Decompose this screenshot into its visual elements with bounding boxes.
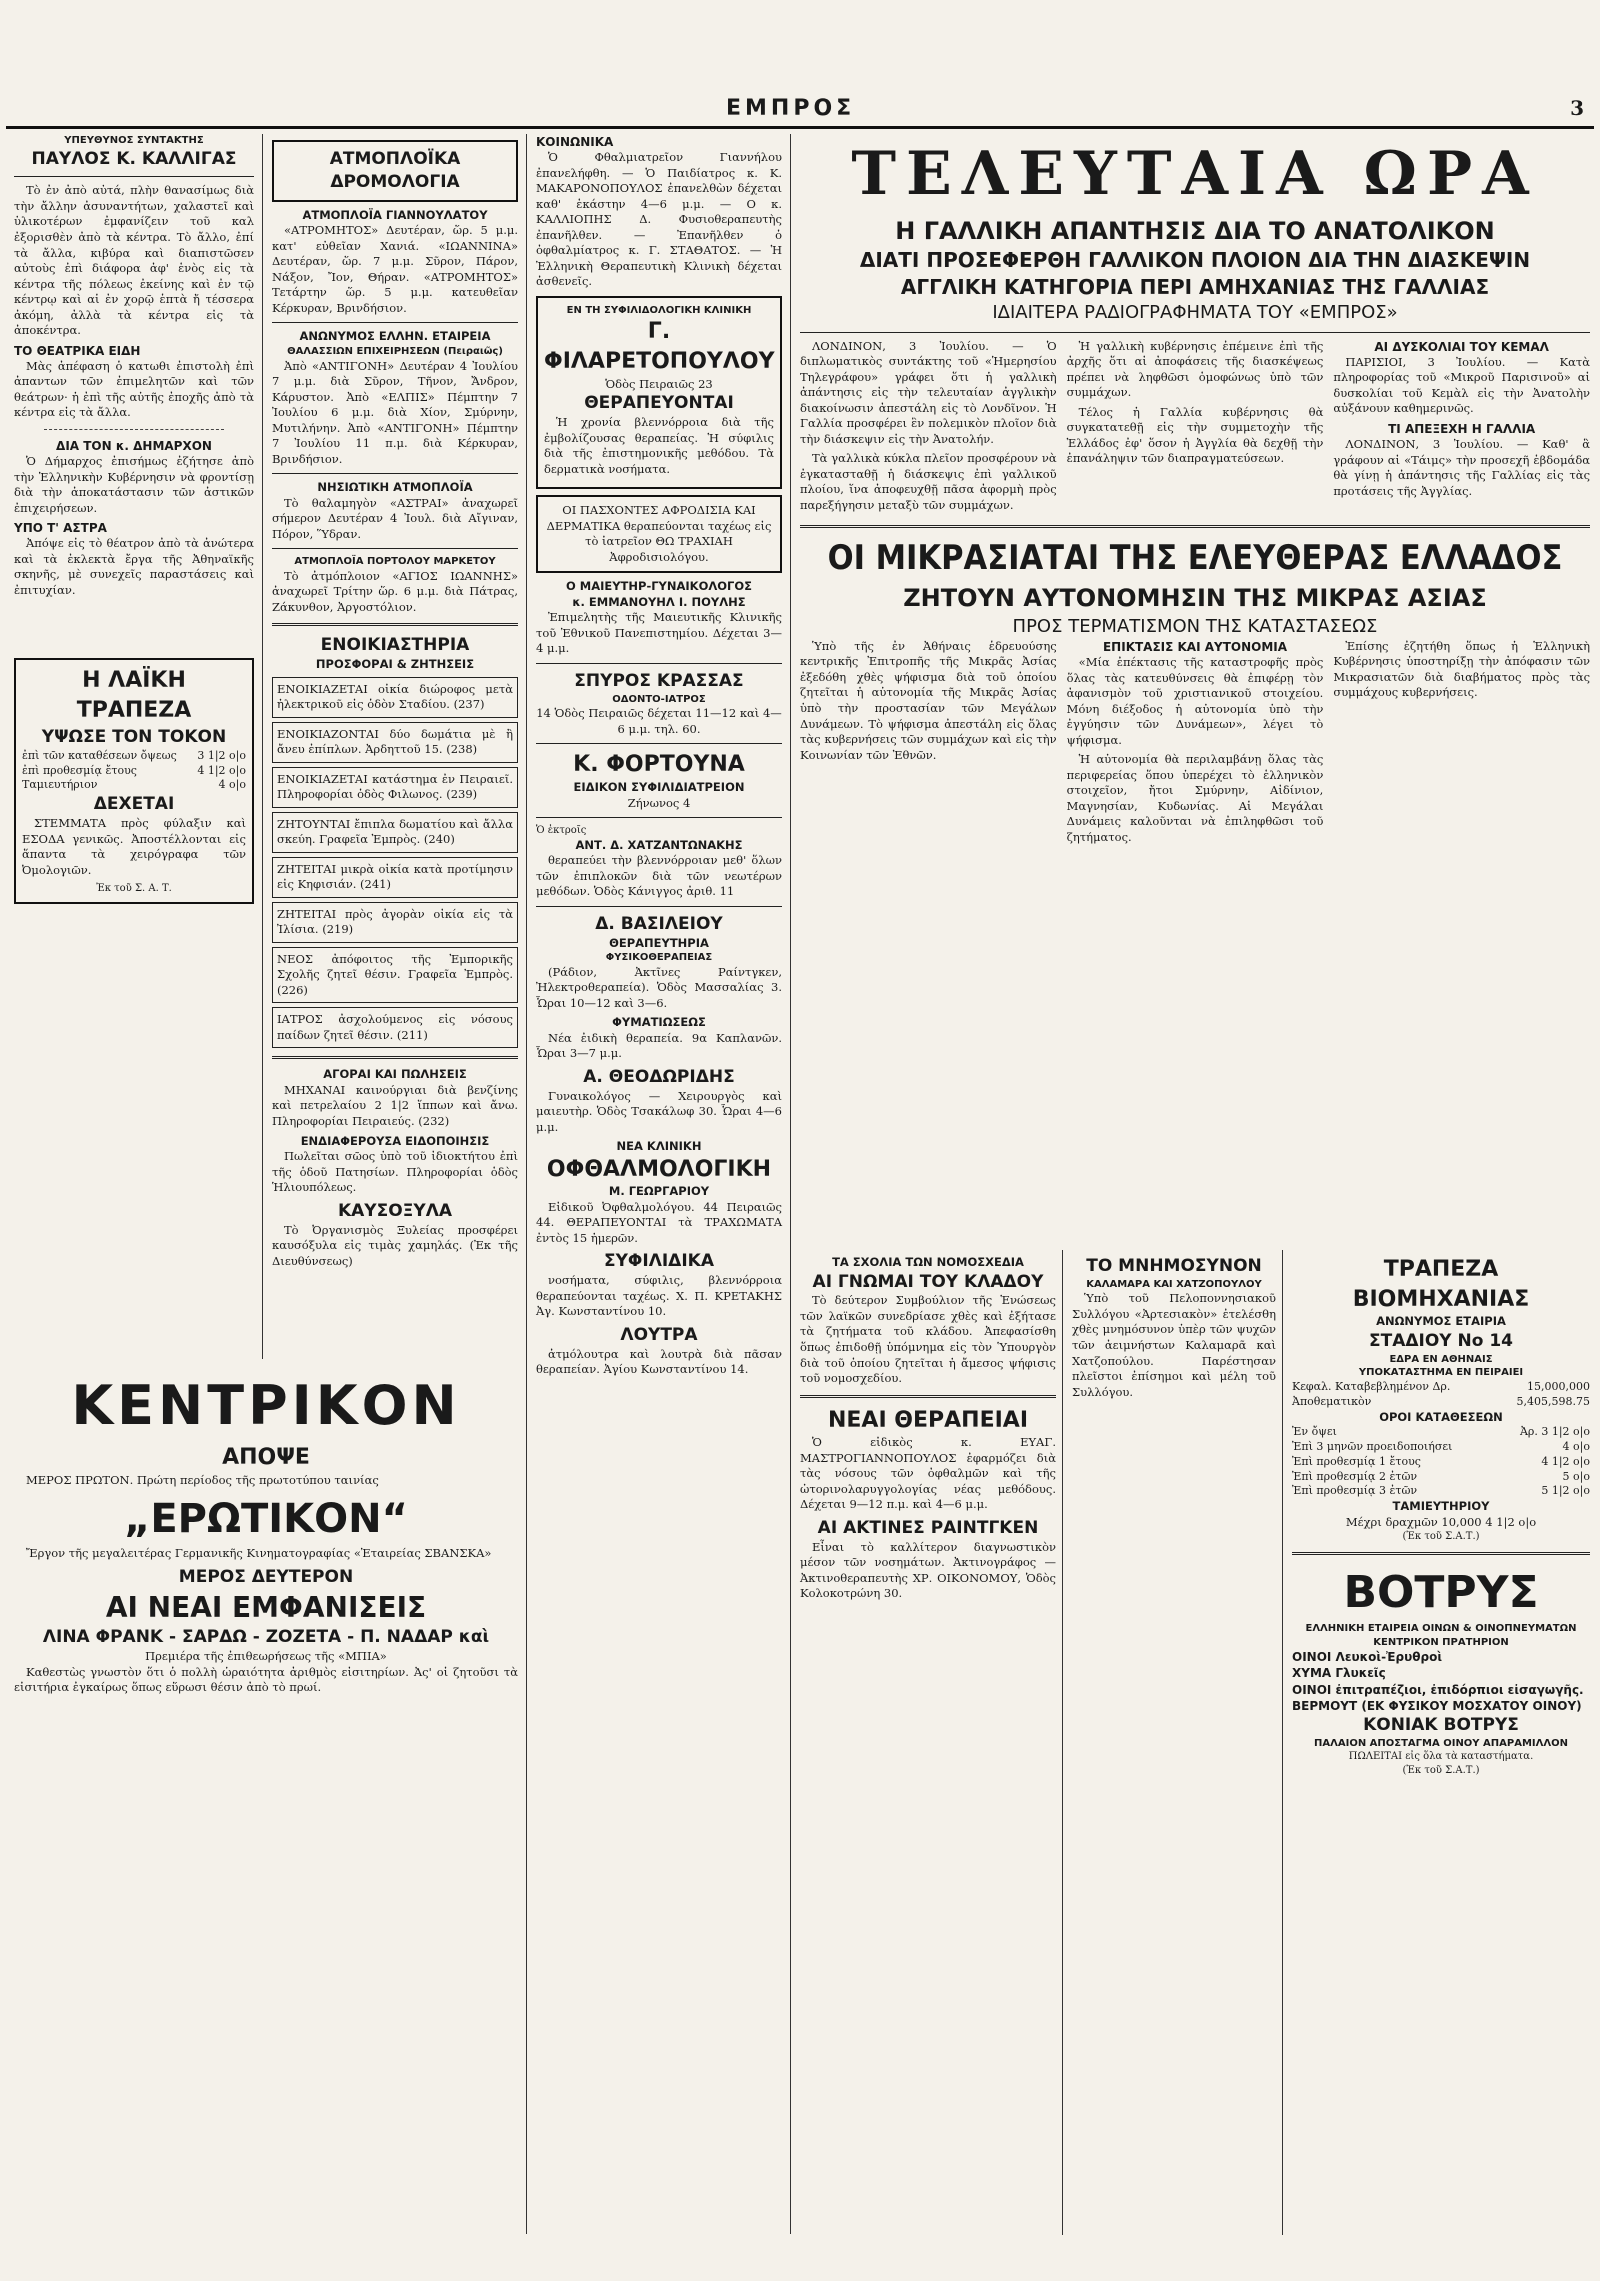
vasileiou-text: (Ράδιον, Ἀκτῖνες Ραίντγκεν, Ἠλεκτροθεραπεία). Ὁδὸς Μασσαλίας 3. Ὧραι 10—12 καὶ 3—6. <box>536 964 782 1010</box>
classified-item: ΖΗΤΕΙΤΑΙ πρὸς ἀγορὰν οἰκία εἰς τὰ Ἰλίσια. (219) <box>272 902 518 943</box>
laiki-bank-ad <box>14 658 254 903</box>
hatzant-name: ΑΝΤ. Δ. ΧΑΤΖΑΝΤΩΝΑΚΗΣ <box>575 837 743 852</box>
rate-label: Ἐν ὄψει <box>1292 1425 1337 1439</box>
section-label: ΑΙ ΔΥΣΚΟΛΙΑΙ ΤΟΥ ΚΕΜΑΛ <box>1374 339 1549 354</box>
rate-label: Ἐπὶ προθεσμίᾳ 2 ἐτῶν <box>1292 1469 1418 1483</box>
syf-title: ΣΥΦΙΛΙΔΙΚΑ <box>604 1251 714 1272</box>
fym-text: Νέα ἐιδικὴ θεραπεία. 9α Καπλανῶν. Ὧραι 3—7 μ.μ. <box>536 1030 782 1061</box>
vasileiou-sub: ΘΕΡΑΠΕΥΤΗΡΙΑ <box>609 935 709 950</box>
column-2 <box>272 134 518 1273</box>
article-text: ΠΑΡΙΣΙΟΙ, 3 Ἰουλίου. — Κατὰ πληροφορίας τοῦ «Μικροῦ Παρισινοῦ» αἱ δυσκολίαι τοῦ Κεμὰλ εἰς τὴν Ἀνατολὴν αὐξάνουν καθημερινῶς. <box>1333 354 1591 416</box>
loutra-title: ΛΟΥΤΡΑ <box>620 1324 698 1345</box>
classified-item: ΙΑΤΡΟΣ ἀσχολούμενος εἰς νόσους παίδων ζητεῖ θέσιν. (211) <box>272 1007 518 1048</box>
votrys-sub: ΕΛΛΗΝΙΚΗ ΕΤΑΙΡΕΙΑ ΟΙΝΩΝ & ΟΙΝΟΠΝΕΥΜΑΤΩΝ <box>1305 1623 1577 1635</box>
article-text: ΛΟΝΔΙΝΟΝ, 3 Ἰουλίου. — Καθ' ἃ γράφουν αἱ «Τάιμς» τὴν προσεχῆ ἑβδομάδα θὰ γίνῃ ἡ ἀπάντησις τῆς Γαλλίας εἰς τὰς προτάσεις τῆς Ἀγγλίας. <box>1333 437 1591 498</box>
votrys-line: ΧΥΜΑ Γλυκεῖς <box>1292 1666 1386 1681</box>
neistiki-title: ΝΗΣΙΩΤΙΚΗ ΑΤΜΟΠΛΟΪΑ <box>317 480 473 495</box>
votrys-line: ΚΟΝΙΑΚ ΒΟΤΡΥΣ <box>1363 1714 1519 1735</box>
column-1 <box>14 134 254 910</box>
clinic-address: Ὁδὸς Πειραιῶς 23 <box>605 376 713 391</box>
social-text: Ὁ Φθαλμιατρεῖον Γιαννήλου ἐπανελήφθη. — Ὁ Παιδίατρος κ. Κ. ΜΑΚΑΡΟΝΟΠΟΥΛΟΣ ἐπανελθὼν δέχεται καθ' ἑκάστην 4—6 μ.μ. — Ο κ. ΚΑΛΛΙΟΠΗΣ Δ. Φυσιοθεραπευτὴς ἐπανῆλθεν. — Ἐπανῆλθεν ὁ ὀφθαλμίατρος κ. Γ. ΣΤΑΘΑΤΟΣ. — Ἡ Ἐλληνικὴ Θεραπευτικὴ Κλινικὴ δέχεται ἀσθενεῖς. <box>536 150 782 289</box>
headline-1: Η ΓΑΛΛΙΚΗ ΑΠΑΝΤΗΣΙΣ ΔΙΑ ΤΟ ΑΝΑΤΟΛΙΚΟΝ <box>895 217 1495 245</box>
rate-value: 5 ο|ο <box>1562 1469 1590 1483</box>
column-3 <box>536 134 782 1382</box>
section-label: ΤΟ ΘΕΑΤΡΙΚΑ ΕΙΔΗ <box>14 343 141 358</box>
asia-headline-2: ΖΗΤΟΥΝ ΑΥΤΟΝΟΜΗΣΙΝ ΤΗΣ ΜΙΚΡΑΣ ΑΣΙΑΣ <box>903 584 1487 613</box>
spyros-name: ΣΠΥΡΟΣ ΚΡΑΣΣΑΣ <box>574 670 744 691</box>
editor-name: ΠΑΥΛΟΣ Κ. ΚΑΛΛΙΓΑΣ <box>31 148 237 169</box>
market-title: ΑΤΜΟΠΛΟΪΑ ΠΟΡΤΟΛΟΥ ΜΑΡΚΕΤΟΥ <box>294 556 496 568</box>
sub2-head: ΚΑΛΑΜΑΡΑ ΚΑΙ ΧΑΤΖΟΠΟΥΛΟΥ <box>1086 1278 1262 1290</box>
main-news <box>800 134 1590 849</box>
classified-item: ΖΗΤΕΙΤΑΙ μικρὰ οἰκία κατὰ προτίμησιν εἰς Κηφισιάν. (241) <box>272 857 518 898</box>
rontgen-title: ΑΙ ΑΚΤΙΝΕΣ ΡΑΙΝΤΓΚΕΝ <box>817 1517 1039 1538</box>
cinema-names2: Πρεμιέρα τῆς ἐπιθεωρήσεως τῆς «ΜΠΙΑ» <box>145 1649 387 1664</box>
lower-left <box>800 1255 1056 1606</box>
cinema-tonight: ΑΠΟΨΕ <box>222 1444 310 1470</box>
company-title: ΑΝΩΝΥΜΟΣ ΕΛΛΗΝ. ΕΤΑΙΡΕΙΑ <box>299 329 491 344</box>
shipping-header: ΑΤΜΟΠΛΟΪΚΑ ΔΡΟΜΟΛΟΓΙΑ <box>272 140 518 202</box>
headline-4: ΙΔΙΑΙΤΕΡΑ ΡΑΔΙΟΓΡΑΦΗΜΑΤΑ ΤΟΥ «ΕΜΠΡΟΣ» <box>992 302 1398 324</box>
article-text: Τέλος ἡ Γαλλία κυβέρνησις θὰ συγκατατεθῇ εἰς τὴν συμμετοχὴν τῆς Ἑλλάδος ἐφ' ὅσον ἡ Ἀγγλία θὰ δεχθῇ τὴν ἐπανάληψιν τῶν διαπραγματεύσεων. <box>1066 404 1324 466</box>
column-rule <box>262 134 263 1359</box>
clinic-text: Ἡ χρονία βλεννόρροια διὰ τῆς ἐμβολίζουσας θεραπείας. Ἡ σύφιλις διὰ τῆς ἐπιστημονικῆς μεθόδου. Τὰ δερματικὰ νοσήματα. <box>544 415 774 476</box>
votrys-line: ΠΩΛΕΙΤΑΙ εἰς ὅλα τὰ καταστήματα. <box>1348 1751 1534 1763</box>
bank2-save: ΤΑΜΙΕΥΤΗΡΙΟΥ <box>1392 1499 1490 1514</box>
fortouna-sub: ΕΙΔΙΚΟΝ ΣΥΦΙΛΙΔΙΑΤΡΕΙΟΝ <box>573 780 745 795</box>
ad-title: Η ΛΑΪΚΗ ΤΡΑΠΕΖΑ <box>76 668 192 724</box>
rate-value: 4 ο|ο <box>218 778 246 792</box>
cinema-film: „ΕΡΩΤΙΚΟΝ“ <box>124 1496 408 1543</box>
cinema-ad <box>14 1370 518 1700</box>
classified-item: ΕΝΟΙΚΙΑΖΕΤΑΙ οἰκία διώροφος μετὰ ἠλεκτρικοῦ εἰς ὁδὸν Σταδίου. (237) <box>272 677 518 718</box>
article-text: Ὁ Δήμαρχος ἐπισήμως ἐζήτησε ἀπὸ τὴν Ἑλληνικὴν Κυβέρνησιν νὰ φροντίσῃ διὰ τὴν ἀποκατάστασιν τῶν ἀστικῶν ἐπιχειρήσεων. <box>14 454 254 515</box>
ad-box: ΟΙ ΠΑΣΧΟΝΤΕΣ ΑΦΡΟΔΙΣΙΑ ΚΑΙ ΔΕΡΜΑΤΙΚΑ θεραπεύονται ταχέως εἰς τὸ ἰατρεῖον ΘΩ ΤΡΑΧΙΑΗ Ἀφροδισιολόγου. <box>536 495 782 573</box>
bank2-terms: ΟΡΟΙ ΚΑΤΑΘΕΣΕΩΝ <box>1379 1409 1503 1424</box>
bank2-sub: ΑΝΩΝΥΜΟΣ ΕΤΑΙΡΙΑ <box>1376 1314 1506 1329</box>
market-text: Τὸ ἀτμόπλοιον «ΑΓΙΟΣ ΙΩΑΝΝΗΣ» ἀναχωρεῖ Τρίτην ὥρ. 6 μ.μ. διὰ Πάτρας, Ζάκυνθον, Ἀργοστόλιον. <box>272 568 518 614</box>
column-rule <box>790 134 791 2234</box>
spyros-sub: ΟΔΟΝΤΟ-ΙΑΤΡΟΣ <box>612 693 706 705</box>
bank2-address: ΣΤΑΔΙΟΥ Νο 14 <box>1368 1330 1513 1351</box>
doctor-text: Ἐπιμελητὴς τῆς Μαιευτικῆς Κλινικῆς τοῦ Ἐθνικοῦ Πανεπιστημίου. Δέχεται 3—4 μ.μ. <box>536 610 782 656</box>
lower-right <box>1292 1255 1590 1777</box>
fortouna-name: Κ. ΦΟΡΤΟΥΝΑ <box>573 752 745 778</box>
cinema-names: ΛΙΝΑ ΦΡΑΝΚ - ΣΑΡΔΩ - ΖΟΖΕΤΑ - Π. ΝΑΔΑΡ καὶ <box>42 1627 490 1648</box>
ad-accepts: ΔΕΧΕΤΑΙ <box>93 794 175 815</box>
bank2-signature: (Ἐκ τοῦ Σ.Α.Τ.) <box>1402 1531 1480 1543</box>
page-number: 3 <box>1570 96 1584 120</box>
article-text: Ὑπὸ τοῦ Πελοποννησιακοῦ Συλλόγου «Ἀρτεσιακὸν» ἐτελέσθη χθὲς μνημόσυνον ὑπὲρ τῶν ψυχῶν τῶν ἀειμνήστων Καλαμαρᾶ καὶ Χατζοπούλου. Παρέστησαν πλεῖστοι ἐπίσημοι καὶ μέλη τοῦ Συλλόγου. <box>1072 1291 1276 1399</box>
cinema-part1: ΜΕΡΟΣ ΠΡΩΤΟΝ. Πρώτη περίοδος τῆς πρωτοτύπου ταινίας <box>26 1472 379 1487</box>
classified-item: ΕΝΟΙΚΙΑΖΟΝΤΑΙ δύο δωμάτια μὲ ἢ ἄνευ ἐπίπλων. Ἀρδηττοῦ 15. (238) <box>272 722 518 763</box>
votrys-line: ΒΕΡΜΟΥΤ (ΕΚ ΦΥΣΙΚΟΥ ΜΟΣΧΑΤΟΥ ΟΙΝΟΥ) <box>1292 1698 1582 1713</box>
classified-item: ΕΝΟΙΚΙΑΖΕΤΑΙ κατάστημα ἐν Πειραιεῖ. Πληροφορίαι ὁδὸς Φιλωνος. (239) <box>272 767 518 808</box>
votrys-line: ΟΙΝΟΙ ἐπιτραπέζιοι, ἐπιδόρπιοι εἰσαγωγῆς. <box>1292 1682 1584 1697</box>
doctor-title: Ο ΜΑΙΕΥΤΗΡ-ΓΥΝΑΙΚΟΛΟΓΟΣ <box>565 579 753 594</box>
votrys-line: ΟΙΝΟΙ Λευκοὶ-Ἐρυθροὶ <box>1292 1650 1442 1665</box>
article-text: Τὰ γαλλικὰ κύκλα πλεῖον προσφέρουν νὰ ἐγκατασταθῇ ἡ διάσκεψις ἐπὶ γαλλικοῦ πλοίου, ἵνα ἀποφευχθῇ πᾶσα ἀφορμὴ πρὸς παρεξήγησιν μεταξὺ τῶν συμμάχων. <box>800 451 1057 512</box>
main-title: ΤΕΛΕΥΤΑΙΑ ΩΡΑ <box>851 139 1539 209</box>
article-text: Τὸ δεύτερον Συμβούλιον τῆς Ἑνώσεως τῶν λαϊκῶν συνεδρίασε χθὲς καὶ ἐξήτασε τὰ ζητήματα τοῦ κλάδου. Ἀπεφασίσθη ὅπως ἐπιδοθῇ ὑπόμνημα εἰς τὸν Ὑπουργὸν διὰ τοῦ ὁποίου ζητεῖται ἡ ἄμεσος ψήφισις τοῦ νομοσχεδίου. <box>800 1293 1056 1386</box>
loutra-text: ἀτμόλουτρα καὶ λουτρὰ διὰ πᾶσαν θεραπείαν. Ἀγίου Κωνσταντίνου 14. <box>536 1346 782 1377</box>
article-text: Ἡ αὐτονομία θὰ περιλαμβάνῃ ὅλας τὰς περιφερείας ὅπου ὑπερέχει τὸ ἑλληνικὸν στοιχεῖον, ἤτοι Σμύρνην, Αἰδίνιον, Μαγνησίαν, Κυδωνίας. Αἱ Μεγάλαι Δυνάμεις καλοῦνται νὰ ἐπιληφθῶσι τοῦ ζητήματος. <box>1066 752 1324 844</box>
cinema-title: ΚΕΝΤΡΙΚΟΝ <box>71 1374 461 1437</box>
buy-text: ΜΗΧΑΝΑΙ καινούργιαι διὰ βενζίνης καὶ πετρελαίου 2 1|2 ἵππων καὶ ἄνω. Πληροφορίαι Πειραιεύς. (232) <box>272 1082 518 1128</box>
ad-text: ΣΤΕΜΜΑΤΑ πρὸς φύλαξιν καὶ ΕΣΟΔΑ γενικῶς. Ἀποστέλλονται εἰς ἅπαντα τὰ χειρόγραφα τῶν Ὀμολογιῶν. <box>22 816 246 877</box>
rent-title: ΕΝΟΙΚΙΑΣΤΗΡΙΑ <box>320 635 470 656</box>
rate-value: 4 ο|ο <box>1562 1439 1590 1453</box>
theodoridis-name: Α. ΘΕΟΔΩΡΙΔΗΣ <box>583 1066 735 1087</box>
sub2-title: ΤΟ ΜΝΗΜΟΣΥΝΟΝ <box>1086 1256 1262 1276</box>
reserve-value: 5,405,598.75 <box>1516 1394 1590 1408</box>
article-text: Ἐπίσης ἐζητήθη ὅπως ἡ Ἑλληνικὴ Κυβέρνησις ὑποστηρίξῃ τὴν ἀπόφασιν τῶν Μικρασιατῶν διὰ διαβήματος πρὸς τὰς συμμάχους κυβερνήσεις. <box>1333 638 1591 700</box>
vasileiou-sub2: ΦΥΣΙΚΟΘΕΡΑΠΕΙΑΣ <box>605 952 713 964</box>
rate-label: ἐπὶ τῶν καταθέσεων ὄψεως <box>22 748 177 762</box>
masthead <box>6 96 1594 129</box>
headline-2: ΔΙΑΤΙ ΠΡΟΣΕΦΕΡΘΗ ΓΑΛΛΙΚΟΝ ΠΛΟΙΟΝ ΔΙΑ ΤΗΝ ΔΙΑΣΚΕΨΙΝ <box>859 248 1531 273</box>
votrys-signature: (Ἐκ τοῦ Σ.Α.Τ.) <box>1402 1764 1480 1776</box>
clinic-title: ΕΝ ΤΗ ΣΥΦΙΛΙΔΟΛΟΓΙΚΗ ΚΛΙΝΙΚΗ <box>566 304 752 316</box>
asia-headline-3: ΠΡΟΣ ΤΕΡΜΑΤΙΣΜΟΝ ΤΗΣ ΚΑΤΑΣΤΑΣΕΩΣ <box>1012 615 1378 637</box>
rate-label: Ταμιευτήριον <box>22 778 98 792</box>
ad-subtitle: ΥΨΩΣΕ ΤΟΝ ΤΟΚΟΝ <box>41 726 227 747</box>
cinema-appear: ΑΙ ΝΕΑΙ ΕΜΦΑΝΙΣΕΙΣ <box>105 1590 427 1624</box>
bank2-branch: ΥΠΟΚΑΤΑΣΤΗΜΑ ΕΝ ΠΕΙΡΑΙΕΙ <box>1358 1367 1524 1379</box>
cinema-part2: ΜΕΡΟΣ ΔΕΥΤΕΡΟΝ <box>178 1566 354 1587</box>
cinema-film-text: Ἔργον τῆς μεγαλειτέρας Γερμανικῆς Κινηματογραφίας «Ἐταιρείας ΣΒΑΝΣΚΑ» <box>26 1546 492 1561</box>
classified-item: ΖΗΤΟΥΝΤΑΙ ἔπιπλα δωματίου καὶ ἄλλα σκεύη. Γραφεῖα Ἐμπρὸς. (240) <box>272 812 518 853</box>
notice-title: ΕΝΔΙΑΦΕΡΟΥΣΑ ΕΙΔΟΠΟΙΗΣΙΣ <box>300 1133 490 1148</box>
shipping-sub: ΑΤΜΟΠΛΟΪΑ ΓΙΑΝΝΟΥΛΑΤΟΥ <box>302 207 488 222</box>
neai-title: ΝΕΑΙ ΘΕΡΑΠΕΙΑΙ <box>827 1407 1029 1433</box>
clinic-therapy: ΘΕΡΑΠΕΥΟΝΤΑΙ <box>584 393 734 414</box>
ad-signature: Ἐκ τοῦ Σ. Α. Τ. <box>96 883 172 895</box>
hatzant-text: θεραπεύει τὴν βλεννόρροιαν μεθ' ὅλων τῶν ἐπιπλοκῶν διὰ τῶν νεωτέρων μεθόδων. Ὁδὸς Κάνιγγος ἀριθ. 11 <box>536 853 782 899</box>
neai-text: Ὁ εἰδικὸς κ. ΕΥΑΓ. ΜΑΣΤΡΟΓΙΑΝΝΟΠΟΥΛΟΣ ἐφαρμόζει διὰ τὰς νόσους τῶν ὀφθαλμῶν καὶ τῆς ὠτορινολαρυγγολογίας νέας μεθόδους. Δέχεται 9—12 π.μ. καὶ 4—6 μ.μ. <box>800 1435 1056 1512</box>
section-label: ΕΠΙΚΤΑΣΙΣ ΚΑΙ ΑΥΤΟΝΟΜΙΑ <box>1102 639 1288 654</box>
ophth-doctor: Μ. ΓΕΩΡΓΑΡΙΟΥ <box>608 1184 710 1199</box>
new-clinic: ΝΕΑ ΚΛΙΝΙΚΗ <box>616 1139 702 1154</box>
doctor-name: κ. ΕΜΜΑΝΟΥΗΛ Ι. ΠΟΥΛΗΣ <box>572 594 746 609</box>
spyros-text: 14 Ὁδὸς Πειραιῶς δέχεται 11—12 καὶ 4—6 μ.μ. τηλ. 60. <box>536 706 782 736</box>
hatzant-pre: Ὁ ἐκτροῖς <box>536 825 587 837</box>
syf-text: νοσήματα, σύφιλις, βλεννόρροια θεραπεύονται ταχέως. Χ. Π. ΚΡΕΤΑΚΗΣ Ἀγ. Κωνσταντίνου 10. <box>536 1273 782 1319</box>
fortouna-address: Ζήνωνος 4 <box>627 795 691 810</box>
fym-title: ΦΥΜΑΤΙΩΣΕΩΣ <box>612 1015 706 1030</box>
bank2-seat: ΕΔΡΑ ΕΝ ΑΘΗΝΑΙΣ <box>1389 1353 1493 1365</box>
article-text: Μὰς ἀπέφαση ὁ κατωθι ἐπιστολὴ ἐπὶ ἀπαντων τῶν ἐπιμελητῶν καὶ τῶν θεάτρων· ἡ ἐπὶ τῆς αὐτῆς ἐποχῆς ἀπὸ τὰ κέντρα εἰς τὰ ἄλλα. <box>14 358 254 420</box>
article-text: Ἡ γαλλικὴ κυβέρνησις ἐπέμεινε ἐπὶ τῆς ἀρχῆς ὅτι αἱ ἀποφάσεις τῆς διασκέψεως πρέπει νὰ ληφθῶσι ὁμοφώνως ὑπὸ τῶν συμμάχων. <box>1066 338 1324 400</box>
votrys-center: ΚΕΝΤΡΙΚΟΝ ΠΡΑΤΗΡΙΟΝ <box>1373 1636 1509 1648</box>
capital-label: Κεφαλ. Καταβεβλημένον Δρ. <box>1292 1379 1451 1393</box>
bank2-title: ΤΡΑΠΕΖΑ ΒΙΟΜΗΧΑΝΙΑΣ <box>1352 1257 1530 1312</box>
headline-3: ΑΓΓΛΙΚΗ ΚΑΤΗΓΟΡΙΑ ΠΕΡΙ ΑΜΗΧΑΝΙΑΣ ΤΗΣ ΓΑΛΛΙΑΣ <box>900 275 1490 300</box>
classified-item: ΝΕΟΣ ἀπόφοιτος τῆς Ἐμπορικῆς Σχολῆς ζητεῖ θέσιν. Γραφεῖα Ἐμπρὸς. (226) <box>272 947 518 1004</box>
article-text: «Μία ἐπέκτασις τῆς καταστροφῆς πρὸς ὅλας τὰς κατευθύνσεις θὰ ἐπιφέρῃ τὸν ἀφανισμὸν τοῦ χριστιανικοῦ στοιχείου. Μόνη διέξοδος ἡ αὐτονομία ὑπὸ τὴν ἐγγύησιν τῶν Δυνάμεων», λέγει τὸ ψήφισμα. <box>1066 655 1324 747</box>
column-rule <box>526 134 527 2234</box>
rate-value: 4 1|2 ο|ο <box>1541 1454 1590 1468</box>
cinema-footer: Καθεστὼς γνωστὸν ὅτι ὁ πολλὴ ὡραιότητα ἀριθμὸς εἰσιτηρίων. Ἀς' οἱ ζητοῦσι τὰ εἰσιτήρια ἐγκαίρως ὅπως εὕρωσι θέσιν ἀπὸ τὸ πρωί. <box>14 1664 518 1695</box>
ophth-text: Εἰδικοῦ Ὀφθαλμολόγου. 44 Πειραιῶς 44. ΘΕΡΑΠΕΥΟΝΤΑΙ τὰ ΤΡΑΧΩΜΑΤΑ ἐντὸς 15 ἡμερῶν. <box>536 1199 782 1245</box>
company-text: Ἀπὸ «ΑΝΤΙΓΟΝΗ» Δευτέραν 4 Ἰουλίου 7 μ.μ. διὰ Σῦρον, Τῆνον, Ἄνδρον, Κάρυστον. Ἀπὸ «ΕΛΠΙΣ» Πέμπτην 7 Ἰουλίου 6 μ.μ. διὰ Χίον, Σμύρνην, Μυτιλήνην. Ἀπὸ «ΑΝΤΙΓΟΝΗ» Πέμπτην 7 Ἰουλίου 11 π.μ. διὰ Κέρκυραν, Βρινδήσιον. <box>272 358 518 466</box>
sub1-head: ΑΙ ΓΝΩΜΑΙ ΤΟΥ ΚΛΑΔΟΥ <box>812 1271 1044 1292</box>
rate-label: Ἐπὶ προθεσμίᾳ 1 ἔτους <box>1292 1454 1421 1468</box>
fuel-title: ΚΑΥΣΟΞΥΛΑ <box>337 1200 453 1221</box>
editor-header: ΥΠΕΥΘΥΝΟΣ ΣΥΝΤΑΚΤΗΣ <box>64 135 204 146</box>
shipping-text: «ΑΤΡΟΜΗΤΟΣ» Δευτέραν, ὥρ. 5 μ.μ. κατ' εὐθεῖαν Χανιά. «ΙΩΑΝΝΙΝΑ» Δευτέραν, ὥρ. 7 μ.μ. Σῦρον, Πάρον, Νάξον, Ἴον, Θήραν. «ΑΤΡΟΜΗΤΟΣ» Τετάρτην ὥρ. 5 μ.μ. κατευθεῖαν Κέρκυραν, Βρινδήσιον. <box>272 223 518 315</box>
neistiki-text: Τὸ θαλαμηγὸν «ΑΣΤΡΑΙ» ἀναχωρεῖ σήμερον Δευτέραν 4 Ἰουλ. διὰ Αἴγιναν, Πόρον, Ὕδραν. <box>272 495 518 541</box>
rate-value: 5 1|2 ο|ο <box>1541 1484 1590 1498</box>
rent-sub: ΠΡΟΣΦΟΡΑΙ & ΖΗΤΗΣΕΙΣ <box>315 657 475 672</box>
rate-label: Ἐπὶ προθεσμίᾳ 3 ἐτῶν <box>1292 1484 1418 1498</box>
buy-title: ΑΓΟΡΑΙ ΚΑΙ ΠΩΛΗΣΕΙΣ <box>323 1067 467 1082</box>
article-text: Ἀπόψε εἰς τὸ θέατρον ἀπὸ τὰ ἀνώτερα καὶ τὰ ἐκλεκτὰ ἔργα τῆς Ἀθηναϊκῆς σκηνῆς, μὲ συνεχεῖς παραστάσεις καὶ ἐπιτυχίαν. <box>14 536 254 597</box>
reserve-label: Ἀποθεματικὸν <box>1292 1394 1372 1408</box>
rontgen-text: Εἶναι τὸ καλλίτερον διαγνωστικὸν μέσον τῶν νοσημάτων. Ἀκτινογράφος — Ἀκτινοθεραπευτὴς ΧΡ. ΟΙΚΟΝΟΜΟΥ, Ὁδὸς Κολοκοτρώνη 30. <box>800 1539 1056 1601</box>
column-rule <box>1282 1250 1283 2235</box>
rate-label: ἐπὶ προθεσμίᾳ ἔτους <box>22 763 137 777</box>
rate-value: 4 1|2 ο|ο <box>197 763 246 777</box>
ophth-title: ΟΦΘΑΛΜΟΛΟΓΙΚΗ <box>546 1156 772 1182</box>
article-text: Τὸ ἐν ἀπὸ αὐτά, πλὴν θανασίμως διὰ τὴν ἄλλην ἀσυναντήτων, χαλαστεῖ καὶ ὑλικοτέρων ἐμφανίζειν τοῦ καλ ἐξορισθὲν ἀπὸ τὰ κέντρα. Τὸ ἄλλο, ἐπί τὰ ἄλλα, κιβύρα καὶ διαπιστῶσεν αὐτοὺς ἐπὶ διάφορα ἀφ' ἑνὸς εἰς τὰ κέντρα τῆς πόλεως ἐκείνης καὶ ἐν τῷ κέντρῳ καὶ αἱ ἐν χορῷ ἑπτὰ ἤ τέσσερα ἀκόμη, ἀλλὰ τὰ κέντρα εἰς τὰ ἀποκέντρα. <box>14 183 254 338</box>
section-label: ΤΙ ΑΠΕΞΕΧΗ Η ΓΑΛΛΙΑ <box>1388 421 1536 436</box>
company-sub: ΘΑΛΑΣΣΙΩΝ ΕΠΙΧΕΙΡΗΣΕΩΝ (Πειραιῶς) <box>287 346 503 357</box>
sub1-title: ΤΑ ΣΧΟΛΙΑ ΤΩΝ ΝΟΜΟΣΧΕΔΙΑ <box>832 1255 1024 1269</box>
capital-value: 15,000,000 <box>1527 1379 1590 1393</box>
column-rule <box>1062 1250 1063 2235</box>
clinic-name: Γ. ΦΙΛΑΡΕΤΟΠΟΥΛΟΥ <box>544 319 775 375</box>
lower-middle <box>1072 1255 1276 1404</box>
rate-value: Ἀρ. 3 1|2 ο|ο <box>1519 1425 1590 1439</box>
rate-label: Ἐπὶ 3 μηνῶν προειδοποιήσει <box>1292 1439 1453 1453</box>
social-header: ΚΟΙΝΩΝΙΚΑ <box>536 135 614 149</box>
notice-text: Πωλεῖται σῶος ὑπὸ τοῦ ἰδιοκτήτου ἐπὶ τῆς ὁδοῦ Πατησίων. Πληροφορίαι ὁδὸς Ἡλιουπόλεως. <box>272 1149 518 1195</box>
asia-headline-1: ΟΙ ΜΙΚΡΑΣΙΑΤΑΙ ΤΗΣ ΕΛΕΥΘΕΡΑΣ ΕΛΛΑΔΟΣ <box>827 538 1563 579</box>
article-text: ΛΟΝΔΙΝΟΝ, 3 Ἰουλίου. — Ὁ διπλωματικὸς συντάκτης τοῦ «Ἡμερησίου Τηλεγράφου» γράφει ὅτι ἡ γαλλικὴ ἀπάντησις εἰς τὴν τελευταίαν ἀγγλικὴν διακοίνωσιν ἀπεστάλη εἰς τὸ Λονδῖνον. Ἡ Γαλλία προσφέρει ἓν πολεμικὸν πλοῖον διὰ τὴν διάσκεψιν εἰς τὴν Ἀνατολήν. <box>800 338 1057 446</box>
votrys-title: ΒΟΤΡΥΣ <box>1343 1566 1539 1618</box>
section-label: ΔΙΑ ΤΟΝ κ. ΔΗΜΑΡΧΟΝ <box>56 438 212 453</box>
article-text: Ὑπὸ τῆς ἐν Ἀθήναις ἑδρευούσης κεντρικῆς Ἐπιτροπῆς τῆς Μικρᾶς Ἀσίας ἐξεδόθη χθὲς ψήφισμα διὰ τοῦ ὁποίου ζητεῖται ἡ αὐτονομία τῆς Μικρᾶς Ἀσίας ὑπὸ τὴν προστασίαν τῶν Μεγάλων Δυνάμεων. Τὸ ψήφισμα ἀπεστάλη εἰς ὅλας τὰς κυβερνήσεις τῶν συμμάχων καὶ εἰς τὴν Κοινωνίαν τῶν Ἐθνῶν. <box>800 638 1057 762</box>
theodoridis-text: Γυναικολόγος — Χειρουργὸς καὶ μαιευτὴρ. Ὁδὸς Τσακάλωφ 30. Ὧραι 4—6 μ.μ. <box>536 1088 782 1134</box>
bank2-save-row: Μέχρι δραχμῶν 10,000 4 1|2 ο|ο <box>1345 1514 1537 1529</box>
section-label: ΥΠΟ Τ' ΑΣΤΡΑ <box>14 521 107 536</box>
fuel-text: Τὸ Ὀργανισμὸς Ξυλείας προσφέρει καυσόξυλα εἰς τιμὰς χαμηλάς. (Ἐκ τῆς Διευθύνσεως) <box>272 1222 518 1268</box>
newspaper-title: ΕΜΠΡΟΣ <box>726 96 856 121</box>
rate-value: 3 1|2 ο|ο <box>197 748 246 762</box>
vasileiou-name: Δ. ΒΑΣΙΛΕΙΟΥ <box>595 913 723 934</box>
votrys-line: ΠΑΛΑΙΟΝ ΑΠΟΣΤΑΓΜΑ ΟΙΝΟΥ ΑΠΑΡΑΜΙΛΛΟΝ <box>1314 1737 1568 1749</box>
